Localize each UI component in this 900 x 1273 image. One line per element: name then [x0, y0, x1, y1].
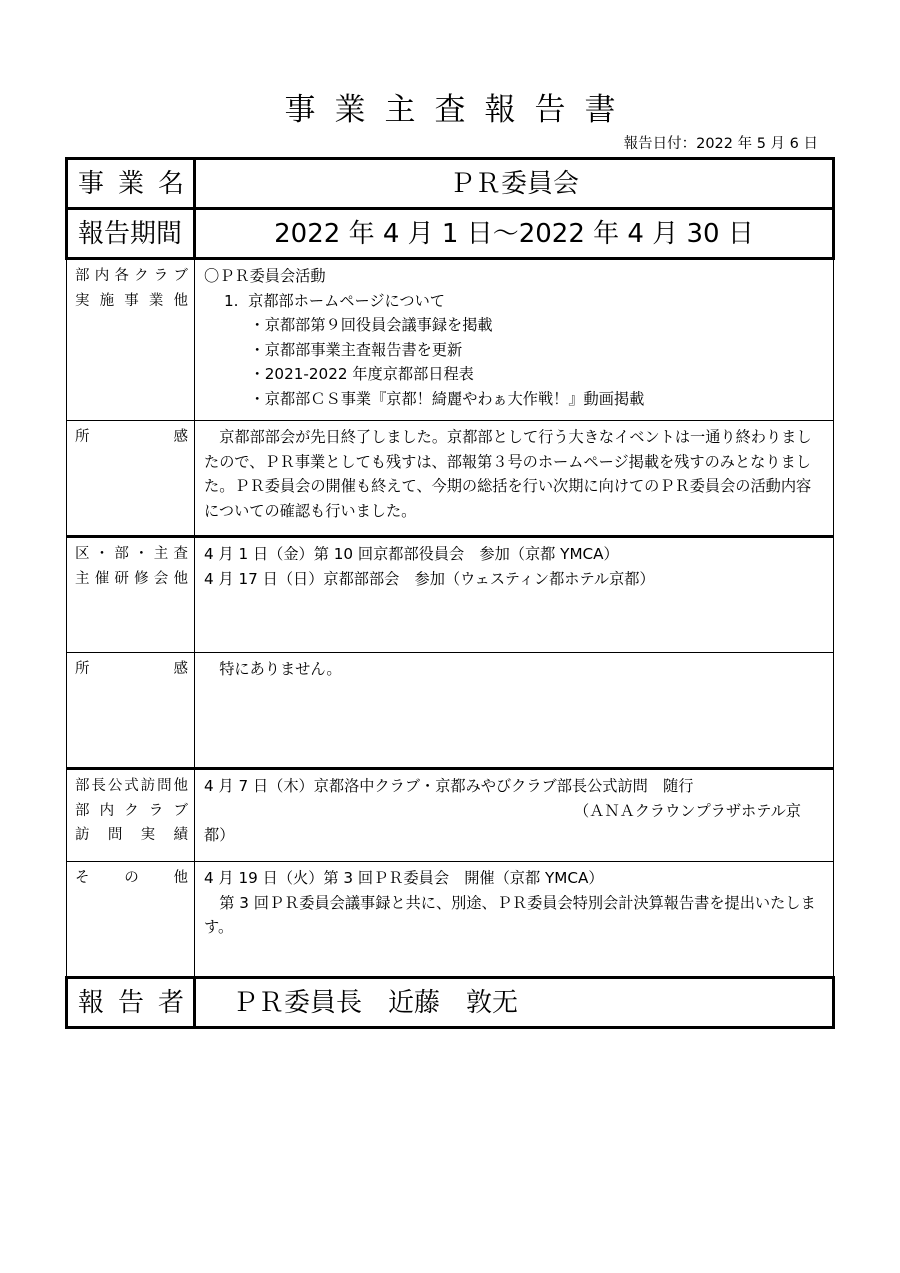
report-date: 報告日付：2022 年 5 月 6 日 — [623, 136, 818, 152]
impression2-text: 特にありません。 — [219, 660, 342, 678]
impression1-label — [67, 421, 195, 537]
reporter-row — [67, 978, 834, 1028]
visits-content — [195, 769, 834, 862]
club-activities-content — [195, 259, 834, 421]
visits-label — [67, 769, 195, 862]
reporter-label: 報告者 — [67, 978, 195, 1028]
other-line: 4 月 19 日（火）第 3 回ＰＲ委員会 開催（京都 YMCA） — [204, 869, 604, 887]
period-label: 報告期間 — [67, 209, 195, 259]
visits-row — [67, 769, 834, 862]
project-value: ＰＲ委員会 — [195, 159, 834, 209]
club-activities-row — [67, 259, 834, 421]
activity-line: ・京都部ＣＳ事業『京都！綺麗やわぁ大作戦！』動画掲載 — [204, 389, 645, 408]
impression1-text: 京都部部会が先日終了しました。京都部として行う大きなイベントは一通り終わりましたので、ＰＲ事業としても残すは、部報第３号のホームページ掲載を残すのみとなりました。ＰＲ委員会の開催も終えて、今期の総括を行い次期に向けてのＰＲ委員会の活動内容についての確認も行いました。 — [204, 428, 812, 520]
project-label: 事業名 — [67, 159, 195, 209]
period-value: 2022 年 4 月 1 日～2022 年 4 月 30 日 — [195, 209, 834, 259]
other-row — [67, 862, 834, 978]
activity-line: 1. 京都部ホームページについて — [204, 291, 445, 310]
label-line: 部内クラブ — [75, 802, 188, 819]
label-line: 所感 — [75, 661, 188, 677]
impression2-row — [67, 653, 834, 769]
club-activities-label — [67, 259, 195, 421]
label-line: 部長公式訪問他 — [75, 778, 188, 794]
training-row — [67, 537, 834, 653]
label-line: 所感 — [75, 429, 188, 445]
training-label — [67, 537, 195, 653]
activity-line: ・2021-2022 年度京都部日程表 — [204, 365, 474, 383]
report-table — [65, 157, 835, 1029]
period-row — [67, 209, 834, 259]
other-label — [67, 862, 195, 978]
activity-line: 〇ＰＲ委員会活動 — [204, 267, 326, 285]
training-line: 4 月 1 日（金）第 10 回京都部役員会 参加（京都 YMCA） — [204, 545, 619, 563]
training-line: 4 月 17 日（日）京都部部会 参加（ウェスティン都ホテル京都） — [204, 569, 655, 588]
label-line: 区・部・主査 — [75, 546, 188, 562]
impression1-row — [67, 421, 834, 537]
label-line: 訪問実績 — [75, 827, 188, 843]
other-text: 第 3 回ＰＲ委員会議事録と共に、別途、ＰＲ委員会特別会計決算報告書を提出いたします。 — [204, 893, 816, 936]
training-content — [195, 537, 834, 653]
label-line: 部内各クラブ — [75, 268, 188, 284]
activity-line: ・京都部第９回役員会議事録を掲載 — [204, 316, 493, 334]
project-row — [67, 159, 834, 209]
impression1-content — [195, 421, 834, 537]
label-line: 主催研修会他 — [75, 570, 188, 587]
other-content — [195, 862, 834, 978]
activity-line: ・京都部事業主査報告書を更新 — [204, 340, 463, 359]
impression2-content — [195, 653, 834, 769]
impression2-label — [67, 653, 195, 769]
reporter-value: ＰＲ委員長 近藤 敦无 — [195, 978, 834, 1028]
label-line: 実施事業他 — [75, 292, 188, 309]
visit-line: 都） — [204, 826, 235, 844]
label-line: その他 — [75, 870, 188, 886]
document-title: 事業主査報告書 — [284, 92, 635, 128]
visit-line: （ＡＮＡクラウンプラザホテル京 — [573, 801, 801, 820]
visit-line: 4 月 7 日（木）京都洛中クラブ・京都みやびクラブ部長公式訪問 随行 — [204, 777, 694, 795]
